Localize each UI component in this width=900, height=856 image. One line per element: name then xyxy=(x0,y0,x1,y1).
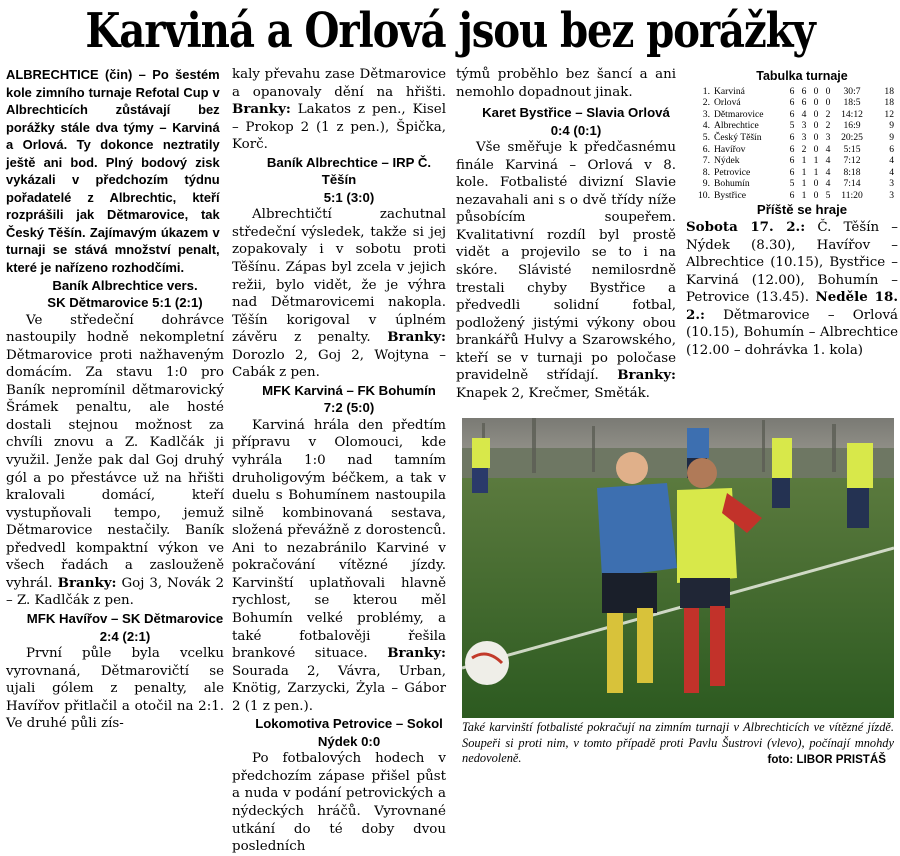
match-score: 5:1 (3:0) xyxy=(323,189,375,205)
match-report: První půle byla vcelku vyrovnaná, Dětmarovičtí se ujali gólem z penalty, ale Havířov přitlačil a otočil na 2:1. Ve druhé půli zís- xyxy=(6,646,224,732)
standings-cell: 18:5 xyxy=(843,97,861,109)
headline: Karviná a Orlová jsou bez porážky xyxy=(85,3,815,59)
match-report-continued: týmů proběhlo bez šancí a ani nemohlo dopadnout jinak. xyxy=(456,67,676,100)
standings-cell: 6 xyxy=(789,131,795,143)
standings-cell: 5. xyxy=(702,131,710,143)
standings-cell: 16:9 xyxy=(843,120,861,132)
match-report-continued: kaly převahu zase Dětmarovice a opanovaly dění na hřišti. Branky: Lakatos z pen., Kisel – Prokop 2 (1 z pen.), Špička, Korč. xyxy=(232,67,446,153)
standings-cell: Bohumín xyxy=(714,178,750,190)
match-photo xyxy=(462,418,894,718)
standings-cell: 2. xyxy=(702,97,710,109)
match-title: Lokomotiva Petrovice – Sokol xyxy=(255,716,443,732)
standings-table xyxy=(694,86,894,202)
standings-cell: Český Těšín xyxy=(714,131,762,143)
standings-cell: Orlová xyxy=(714,97,741,109)
standings-cell: Dětmarovice xyxy=(714,108,764,120)
standings-cell: 1. xyxy=(702,85,710,97)
standings-cell: 0 xyxy=(825,97,831,109)
column-1 xyxy=(6,66,224,733)
standings-cell: Albrechtice xyxy=(714,120,759,132)
standings-cell: 3 xyxy=(889,189,894,201)
standings-cell: 8:18 xyxy=(843,166,861,178)
standings-cell: 5:15 xyxy=(843,143,861,155)
standings-cell: 4 xyxy=(825,155,831,167)
standings-cell: 6 xyxy=(789,85,795,97)
standings-cell: 6 xyxy=(789,166,795,178)
standings-cell: 11:20 xyxy=(841,189,863,201)
match-report: Karviná hrála den předtím přípravu v Olomouci, kde vyhrála 1:0 nad tamním druholigovým béčkem, a tak v duelu s Bohumínem nastoupila silně kombinovaná sestava, složená převážně z dorostenců. Ani to nezabránilo Karviné v pokračování vítězné jízdy. Karvinští uplatňovali hlavně rychlost, se kterou měl Bohumín velké problémy, a také fotbalověji řešila brankové situace. Branky: Sourada 2, Vávra, Urban, Knötig, Zarzycki, Żyla – Gábor 2 (1 z pen.). xyxy=(232,417,446,714)
standings-cell: 1 xyxy=(801,189,807,201)
standings-cell: 5 xyxy=(825,189,831,201)
standings-cell: 1 xyxy=(813,155,819,167)
standings-cell: 3. xyxy=(702,108,710,120)
standings-cell: 2 xyxy=(825,120,831,132)
standings-cell: 0 xyxy=(813,85,819,97)
standings-cell: Karviná xyxy=(714,85,745,97)
standings-cell: 9 xyxy=(889,131,894,143)
caption-text: Také karvinští fotbalisté pokračují na zimním turnaji v Albrechticích ve vítězné jízdě. Soupeři si proti nim, v tomto případě proti Pavlu Šustrovi (vlevo), počínají mnohdy nedovoleně. xyxy=(462,720,894,765)
standings-cell: 30:7 xyxy=(843,85,861,97)
standings-cell: 6 xyxy=(801,97,807,109)
match-score: 7:2 (5:0) xyxy=(323,400,375,416)
standings-row xyxy=(694,144,894,156)
standings-cell: 3 xyxy=(801,131,807,143)
standings-cell: 9 xyxy=(889,120,894,132)
match-title: MFK Havířov – SK Dětmarovice xyxy=(26,610,224,626)
match-title: Baník Albrechtice – IRP Č. Těšín xyxy=(266,154,432,188)
standings-cell: 18 xyxy=(884,97,894,109)
standings-cell: 0 xyxy=(825,85,831,97)
standings-cell: 0 xyxy=(813,189,819,201)
standings-cell: 0 xyxy=(813,97,819,109)
standings-row xyxy=(694,109,894,121)
standings-cell: 7. xyxy=(702,155,710,167)
standings-cell: 6 xyxy=(789,143,795,155)
standings-cell: 20:25 xyxy=(841,131,863,143)
standings-cell: Nýdek xyxy=(714,155,740,167)
match-score: SK Dětmarovice 5:1 (2:1) xyxy=(47,295,203,311)
standings-cell: 14:12 xyxy=(841,108,863,120)
standings-cell: 1 xyxy=(801,178,807,190)
match-title: MFK Karviná – FK Bohumín xyxy=(262,382,436,398)
standings-row xyxy=(694,86,894,98)
column-2 xyxy=(232,66,446,856)
standings-row xyxy=(694,178,894,190)
standings-cell: 1 xyxy=(801,166,807,178)
photo-credit: foto: LIBOR PRISTÁŠ xyxy=(767,752,886,766)
standings-cell: 6 xyxy=(789,97,795,109)
standings-cell: 4 xyxy=(889,155,894,167)
standings-row xyxy=(694,190,894,202)
standings-cell: 6 xyxy=(789,155,795,167)
standings-cell: 6 xyxy=(789,108,795,120)
standings-cell: 10. xyxy=(698,189,710,201)
standings-cell: 5 xyxy=(789,178,795,190)
standings-cell: 2 xyxy=(825,108,831,120)
match-score: Nýdek 0:0 xyxy=(317,733,381,749)
schedule-title: Příště se hraje xyxy=(756,202,848,218)
standings-row xyxy=(694,155,894,167)
match-title: Baník Albrechtice vers. xyxy=(52,277,198,293)
standings-cell: 4 xyxy=(825,166,831,178)
standings-cell: 3 xyxy=(801,120,807,132)
standings-cell: 0 xyxy=(813,120,819,132)
standings-cell: 7:14 xyxy=(843,178,861,190)
standings-cell: Petrovice xyxy=(714,166,751,178)
photo-caption xyxy=(462,720,894,767)
standings-cell: 6. xyxy=(702,143,710,155)
photo-illustration xyxy=(462,418,894,718)
standings-cell: 6 xyxy=(889,143,894,155)
standings-cell: 1 xyxy=(801,155,807,167)
column-4 xyxy=(686,68,898,359)
standings-cell: 12 xyxy=(884,108,894,120)
standings-row xyxy=(694,120,894,132)
standings-cell: 6 xyxy=(801,85,807,97)
match-report: Po fotbalových hodech v předchozím zápase přišel půst a nuda v podání petrovických a nýdeckých hráčů. Vyrovnané utkání do té doby dvou posledních xyxy=(232,751,446,855)
standings-title: Tabulka turnaje xyxy=(756,69,848,83)
match-report: Albrechtičtí zachutnal středeční výsledek, takže si jej zopakovaly i v sobotu proti Těšínu. Zápas byl zcela v jejich režii, bylo vidět, že je výhra nad Dětmarovicemi nakopla. Těšín korigoval v úplném závěru z penalty. Branky: Dorozlo 2, Goj 2, Wojtyna – Cabák z pen. xyxy=(232,207,446,381)
standings-cell: 2 xyxy=(801,143,807,155)
standings-cell: 9. xyxy=(702,178,710,190)
standings-cell: 3 xyxy=(825,131,831,143)
standings-cell: 3 xyxy=(889,178,894,190)
standings-cell: 7:12 xyxy=(843,155,861,167)
standings-cell: 5 xyxy=(789,120,795,132)
standings-cell: Bystřice xyxy=(714,189,746,201)
schedule-text: Sobota 17. 2.: Č. Těšín – Nýdek (8.30), Havířov – Albrechtice (10.15), Bystřice – Karviná (12.00), Bohumín – Petrovice (13.45). Neděle 18. 2.: Dětmarovice – Orlová (10.15), Bohumín – Albrechtice (12.00 – dohrávka 1. kola) xyxy=(686,219,898,358)
standings-cell: 4 xyxy=(825,178,831,190)
lead-paragraph: ALBRECHTICE (čin) – Po šestém kole zimního turnaje Refotal Cup v Albrechticích zůstávají bez porážky stále dva týmy – Karviná a Orlová. Ty dokonce neztratily ještě ani bod. Plný bodový zisk vykázali v předchozím týdnu pořadatelé z Albrechtic, kteří rozprášili jak Dětmarovice, tak Český Těšín. Zajímavým úkazem v turnaji se stává množství penalt, které je nařízeno rozhodčími. xyxy=(6,67,220,276)
standings-cell: 1 xyxy=(813,166,819,178)
standings-row xyxy=(694,167,894,179)
standings-cell: 6 xyxy=(789,189,795,201)
standings-row xyxy=(694,132,894,144)
standings-cell: 4 xyxy=(825,143,831,155)
standings-cell: 0 xyxy=(813,178,819,190)
column-3 xyxy=(456,66,676,402)
match-title: Karet Bystřice – Slavia Orlová xyxy=(482,105,670,121)
match-report: Ve středeční dohrávce nastoupily hodně nekompletní Dětmarovice proti nažhaveným domácím. Za stavu 1:0 pro Baník nepromínil dětmarovický Šrámek penaltu, ale hosté dostali stejnou možnost za chvíli znovu a Z. Kadlčák ji využil. Jenže pak dal Goj druhý gól a po přestávce už na hřišti kralovali domácí, kteří vystupňovali tempo, jemuž Dětmarovice nestačily. Baník předvedl kompaktní výkon ve všech řadách a zaslouženě vyhrál. Branky: Goj 3, Novák 2 – Z. Kadlčák z pen. xyxy=(6,312,224,609)
standings-cell: 4. xyxy=(702,120,710,132)
standings-cell: 18 xyxy=(884,85,894,97)
standings-cell: 8. xyxy=(702,166,710,178)
standings-cell: 0 xyxy=(813,143,819,155)
standings-cell: 4 xyxy=(889,166,894,178)
match-score: 2:4 (2:1) xyxy=(99,628,151,644)
standings-cell: Havířov xyxy=(714,143,746,155)
match-score: 0:4 (0:1) xyxy=(550,122,602,138)
standings-cell: 0 xyxy=(813,131,819,143)
standings-cell: 0 xyxy=(813,108,819,120)
standings-row xyxy=(694,97,894,109)
standings-cell: 4 xyxy=(801,108,807,120)
match-report: Vše směřuje k předčasnému finále Karviná – Orlová v 8. kole. Fotbalisté divizní Slavie nezavahali ani s o dvě třídy níže působícím soupeřem. Kvalitativní rozdíl byl prostě vidět a projevilo se to i na skóre. Slávisté nemilosrdně trestali chyby Bystřice a předvedli solidní fotbal, podložený jistými výkony obou brankářů Hulvy a Szarowského, kteří se v turnaji po poločase pravidelně střídají. Branky: Knapek 2, Krečmer, Směták. xyxy=(456,140,676,401)
